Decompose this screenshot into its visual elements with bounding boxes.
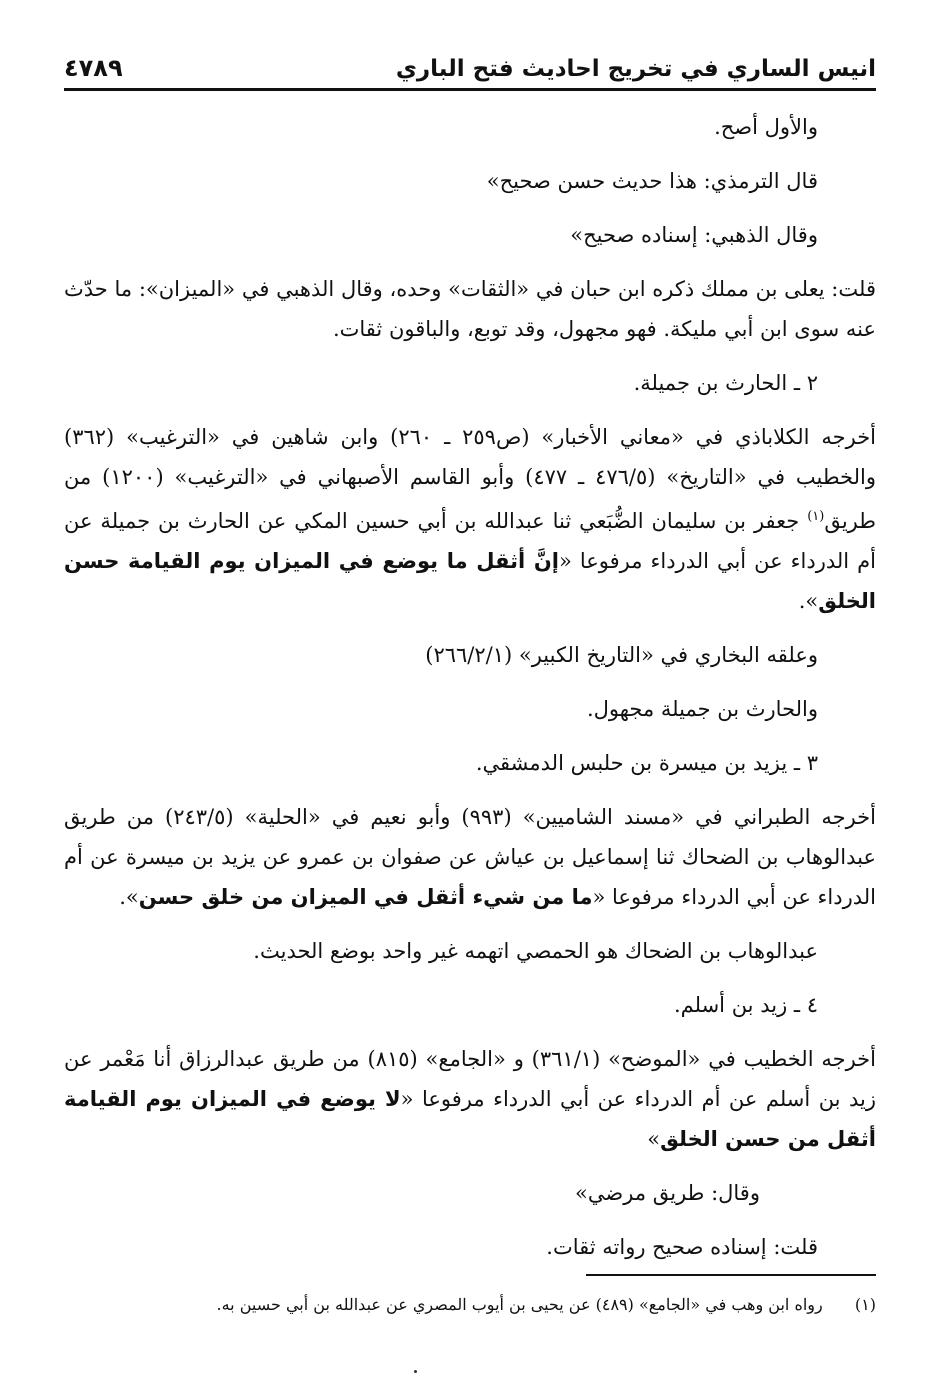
section-heading-2: ٢ ـ الحارث بن جميلة.: [633, 371, 818, 395]
text-segment: ».: [119, 885, 139, 909]
paragraph-13: [64, 1039, 876, 1159]
paragraph-11: عبدالوهاب بن الضحاك هو الحمصي اتهمه غير واحد بوضع الحديث.: [253, 939, 818, 963]
hadith-text: ما من شيء أثقل في الميزان من خلق حسن: [138, 885, 593, 909]
footnote-text: رواه ابن وهب في «الجامع» (٤٨٩) عن يحيى بن أيوب المصري عن عبدالله بن أبي حسين به.: [216, 1295, 823, 1314]
footnote-marker: (١): [854, 1295, 876, 1314]
hadith-text: لا يوضع في الميزان يوم القيامة أثقل من حسن الخلق: [64, 1087, 876, 1151]
page-number: ٤٧٨٩: [64, 54, 123, 82]
paragraph-6: [64, 417, 876, 621]
hadith-text: إنَّ أثقل ما يوضع في الميزان يوم القيامة حسن الخلق: [64, 549, 876, 613]
footnote-ref: (١): [807, 509, 825, 524]
page-body: [64, 107, 876, 1267]
text-segment: أخرجه الكلاباذي في «معاني الأخبار» (ص٢٥٩ ـ ٢٦٠) وابن شاهين في «الترغيب» (٣٦٢) والخطيب في «التاريخ» (٤٧٦/٥ ـ ٤٧٧) وأبو القاسم الأصبهاني في «الترغيب» (١٢٠٠) من طريق: [64, 425, 877, 533]
text-segment: »: [647, 1127, 661, 1151]
page-mark: [414, 1370, 417, 1373]
text-segment: أخرجه الطبراني في «مسند الشاميين» (٩٩٣) وأبو نعيم في «الحلية» (٢٤٣/٥) من طريق عبدالوهاب بن الضحاك ثنا إسماعيل بن عياش عن صفوان بن عمرو عن يزيد بن ميسرة عن أم الدرداء عن أبي الدرداء مرفوعا «: [64, 805, 876, 909]
paragraph-7: وعلقه البخاري في «التاريخ الكبير» (٢٦٦/٢/١): [425, 643, 818, 667]
footnote: [64, 1290, 876, 1320]
text-segment: ».: [798, 589, 819, 613]
text-segment: جعفر بن سليمان الضُّبَعي ثنا عبدالله بن أبي حسين المكي عن الحارث بن جميلة عن أم الدرداء عن أبي الدرداء مرفوعا «: [64, 509, 876, 573]
footnote-rule: [586, 1274, 876, 1276]
paragraph-14: وقال: طريق مرضي»: [575, 1181, 760, 1205]
paragraph-3: وقال الذهبي: إسناده صحيح»: [570, 223, 818, 247]
paragraph-1: والأول أصح.: [714, 115, 818, 139]
book-page: [64, 40, 876, 1360]
text-segment: أخرجه الخطيب في «الموضح» (٣٦١/١) و «الجامع» (٨١٥) من طريق عبدالرزاق أنا مَعْمر عن زيد بن أسلم عن أم الدرداء عن أبي الدرداء مرفوعا «: [64, 1047, 877, 1111]
paragraph-4: قلت: يعلى بن مملك ذكره ابن حبان في «الثقات» وحده، وقال الذهبي في «الميزان»: ما حدّث عنه سوى ابن أبي مليكة. فهو مجهول، وقد توبع، والباقون ثقات.: [64, 277, 876, 341]
section-heading-4: ٤ ـ زيد بن أسلم.: [673, 993, 818, 1017]
paragraph-8: والحارث بن جميلة مجهول.: [586, 697, 818, 721]
page-header: [64, 40, 876, 82]
paragraph-15: قلت: إسناده صحيح رواته ثقات.: [546, 1235, 818, 1259]
section-heading-3: ٣ ـ يزيد بن ميسرة بن حلبس الدمشقي.: [475, 751, 818, 775]
running-title: انيس الساري في تخريج احاديث فتح الباري: [395, 56, 876, 82]
header-rule: [64, 88, 876, 91]
paragraph-10: [64, 797, 876, 917]
paragraph-2: قال الترمذي: هذا حديث حسن صحيح»: [486, 169, 818, 193]
